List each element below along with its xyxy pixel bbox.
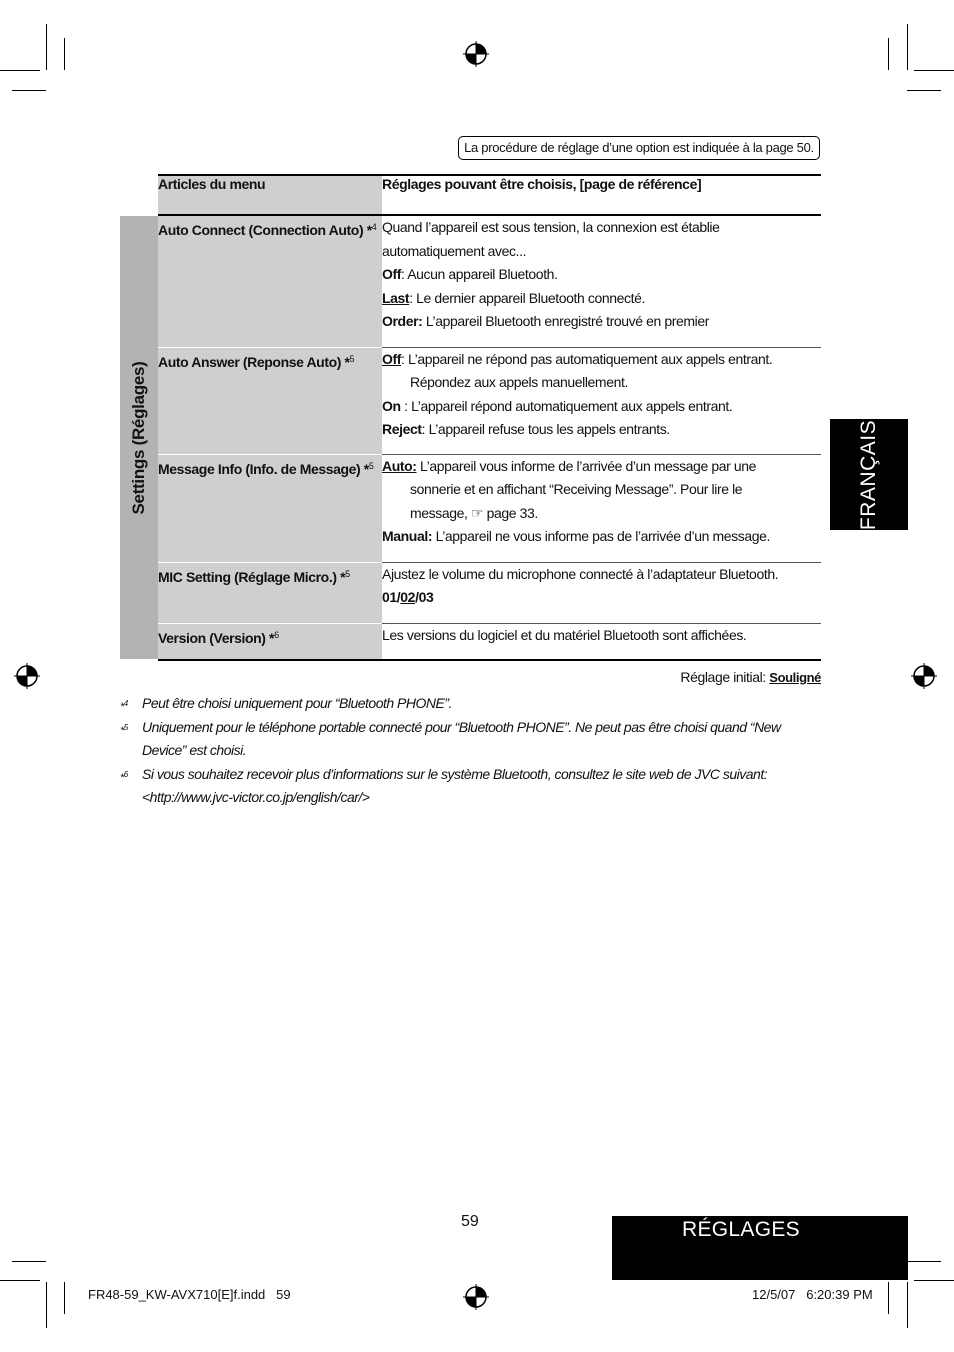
crop-mark [888, 1282, 889, 1314]
table-row-auto-answer [158, 347, 821, 454]
header-menu-items: Articles du menu [158, 175, 382, 215]
option-auto [382, 455, 821, 479]
item-label: MIC Setting (Réglage Micro.) * [158, 568, 346, 585]
level-03: 03 [418, 589, 434, 605]
item-label: Version (Version) * [158, 629, 275, 646]
crop-mark [64, 38, 65, 70]
crop-mark [12, 1261, 46, 1262]
desc-text: Ajustez le volume du microphone connecté à l’adaptateur Bluetooth. [382, 565, 779, 582]
footnote-6 [120, 763, 824, 810]
crop-mark [907, 90, 941, 91]
option-key: Off [382, 350, 402, 367]
table-row-auto-connect [158, 215, 821, 347]
desc-auto-connect [382, 215, 821, 347]
initial-value: Souligné [769, 670, 821, 685]
item-message-info [158, 454, 382, 562]
registration-mark-icon [911, 663, 937, 689]
option-off [382, 348, 821, 372]
option-key: Order: [382, 313, 423, 329]
footnote-ref: 5 [349, 353, 355, 364]
crop-mark [914, 70, 954, 71]
footnote-text: Peut être choisi uniquement pour “Bluetooth PHONE”. [142, 695, 452, 711]
option-order [382, 310, 821, 334]
desc-mic-setting [382, 562, 821, 623]
item-label: Auto Answer (Reponse Auto) * [158, 353, 350, 370]
table-row-message-info [158, 454, 821, 562]
slug-file-info: FR48-59_KW-AVX710[E]f.indd 59 [88, 1287, 291, 1302]
crop-mark [0, 1280, 40, 1281]
option-off [382, 263, 821, 287]
mic-levels [382, 586, 821, 610]
footnote-ref: 5 [368, 460, 374, 471]
option-key: Reject [382, 421, 422, 437]
desc-version [382, 623, 821, 660]
footnote-marker [120, 716, 128, 744]
registration-mark-icon [463, 1284, 489, 1310]
item-mic-setting [158, 562, 382, 623]
table-row-mic-setting [158, 562, 821, 623]
option-text: : Le dernier appareil Bluetooth connecté. [409, 289, 645, 306]
footnote-5 [120, 716, 824, 763]
crop-mark [907, 1282, 908, 1328]
option-text-cont: sonnerie et en affichant “Receiving Message”. Pour lire le [410, 481, 743, 497]
table-row-version [158, 623, 821, 660]
option-key: On [382, 397, 401, 414]
desc-message-info [382, 454, 821, 562]
option-on [382, 395, 821, 419]
crop-mark [888, 38, 889, 70]
item-auto-answer [158, 347, 382, 454]
footnote-star: * [120, 701, 124, 713]
settings-side-label: Settings (Réglages) [129, 361, 148, 514]
desc-auto-answer [382, 347, 821, 454]
crop-mark [907, 24, 908, 70]
option-text: L’appareil vous informe de l’arrivée d’un message par une [416, 457, 757, 474]
footnotes [120, 692, 824, 810]
footnote-star: * [120, 724, 124, 737]
option-text-cont: Répondez aux appels manuellement. [410, 374, 628, 390]
level-01: 01 [382, 589, 397, 605]
option-text: : Aucun appareil Bluetooth. [401, 266, 558, 282]
footnote-ref: 6 [274, 629, 279, 640]
level-sep: / [415, 589, 419, 605]
page-number: 59 [461, 1213, 479, 1230]
level-02: 02 [400, 589, 416, 605]
slug-timestamp: 12/5/07 6:20:39 PM [752, 1287, 873, 1302]
footnote-4 [120, 692, 824, 716]
crop-mark [907, 1261, 941, 1262]
footnote-text: Si vous souhaitez recevoir plus d’informations sur le système Bluetooth, consultez le site web de JVC suivant: <http://www.jvc-victor.co.jp/english/car/> [142, 765, 768, 805]
item-label: Auto Connect (Connection Auto) * [158, 222, 372, 238]
footnote-text: Uniquement pour le téléphone portable connecté pour “Bluetooth PHONE”. Ne peut pas être choisi quand “New Device” est choisi. [142, 718, 781, 758]
crop-mark [46, 1282, 47, 1328]
item-label: Message Info (Info. de Message) * [158, 460, 369, 477]
section-tab [612, 1216, 908, 1280]
option-text: L’appareil ne vous informe pas de l’arrivée d’un message. [432, 528, 770, 544]
footnote-ref: 4 [371, 222, 377, 232]
desc-text: Les versions du logiciel et du matériel Bluetooth sont affichées. [382, 626, 747, 643]
footnote-number: 5 [123, 722, 128, 732]
option-manual [382, 525, 821, 549]
settings-side-bar [120, 216, 158, 659]
footnote-marker [120, 763, 128, 791]
crop-mark [46, 24, 47, 70]
level-sep: / [396, 589, 401, 605]
settings-menu-table [158, 174, 821, 661]
registration-mark-icon [14, 663, 40, 689]
section-label: RÉGLAGES [682, 1218, 800, 1241]
initial-label: Réglage initial: [680, 669, 770, 685]
crop-mark [12, 90, 46, 91]
item-version [158, 623, 382, 660]
option-text: L’appareil Bluetooth enregistré trouvé en premier [422, 313, 710, 329]
footnote-number: 6 [123, 769, 128, 779]
option-reject [382, 418, 821, 442]
language-tab [830, 419, 908, 530]
option-key: Last [382, 289, 410, 306]
procedure-note: La procédure de réglage d’une option est indiquée à la page 50. [458, 136, 820, 160]
option-key: Auto: [382, 457, 417, 474]
option-key: Off [382, 266, 402, 282]
option-text-cont: message, ☞ page 33. [410, 504, 538, 521]
desc-intro: Quand l’appareil est sous tension, la connexion est établie automatiquement avec... [382, 219, 720, 259]
option-text: : L’appareil refuse tous les appels entrants. [421, 421, 670, 437]
item-auto-connect [158, 215, 382, 347]
crop-mark [0, 70, 40, 71]
language-label: FRANÇAIS [857, 419, 880, 530]
footnote-star: * [120, 771, 124, 784]
footnote-number: 4 [123, 699, 128, 708]
initial-setting-note [680, 669, 821, 685]
option-text: : L’appareil ne répond pas automatiquement aux appels entrant. [401, 350, 773, 367]
registration-mark-icon [463, 41, 489, 67]
footnote-ref: 5 [345, 568, 350, 579]
table-header-row [158, 175, 821, 215]
option-text: : L’appareil répond automatiquement aux appels entrant. [400, 397, 733, 414]
option-last [382, 287, 821, 311]
crop-mark [64, 1282, 65, 1314]
option-key: Manual: [382, 528, 433, 544]
crop-mark [914, 1280, 954, 1281]
header-settings: Réglages pouvant être choisis, [page de référence] [382, 175, 821, 215]
